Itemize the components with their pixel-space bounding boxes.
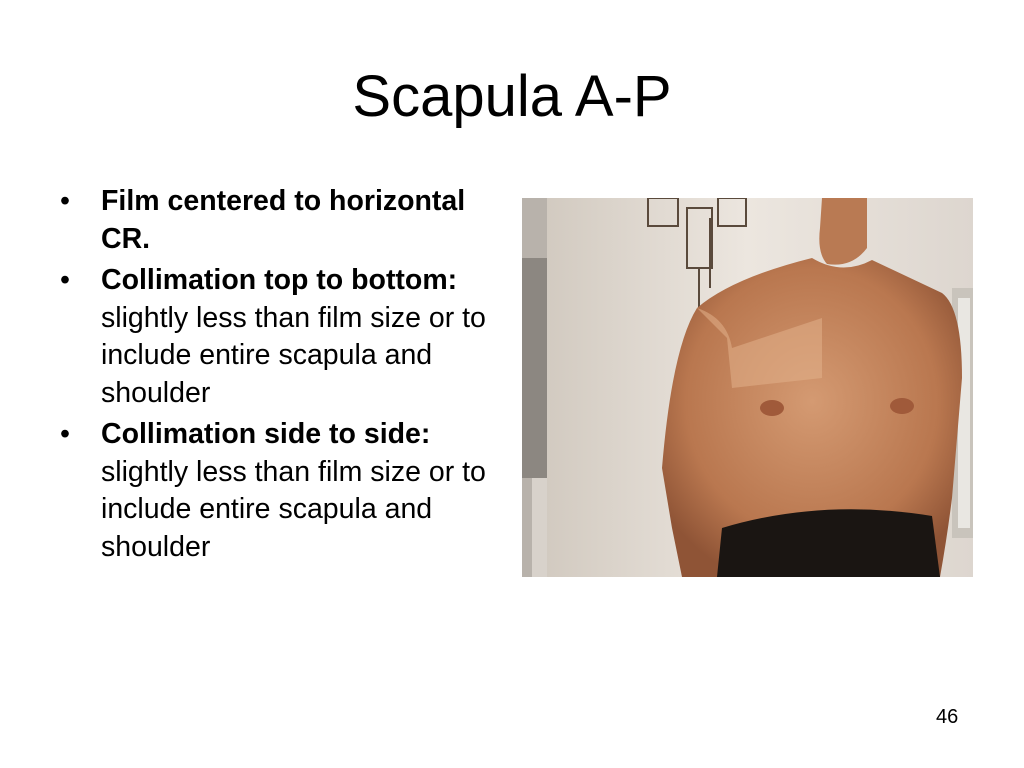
patient-photo bbox=[522, 198, 973, 577]
bullet-dot-icon: • bbox=[60, 418, 70, 450]
bullet-text: slightly less than film size or to include entire scapula and shoulder bbox=[101, 301, 486, 409]
bullet-item bbox=[60, 183, 500, 258]
bullet-bold-text: Collimation top to bottom: bbox=[101, 264, 458, 296]
page-number: 46 bbox=[936, 706, 959, 728]
bullet-text: slightly less than film size or to include entire scapula and shoulder bbox=[101, 455, 486, 563]
bullet-dot-icon: • bbox=[60, 185, 70, 217]
bullet-item bbox=[60, 416, 500, 566]
bullet-item bbox=[60, 262, 500, 412]
bullet-bold-text: Collimation side to side: bbox=[101, 418, 431, 450]
slide-title: Scapula A-P bbox=[352, 64, 672, 129]
bullet-dot-icon: • bbox=[60, 264, 70, 296]
bullet-list bbox=[60, 183, 500, 570]
bullet-bold-text: Film centered to horizontal CR. bbox=[101, 185, 466, 255]
